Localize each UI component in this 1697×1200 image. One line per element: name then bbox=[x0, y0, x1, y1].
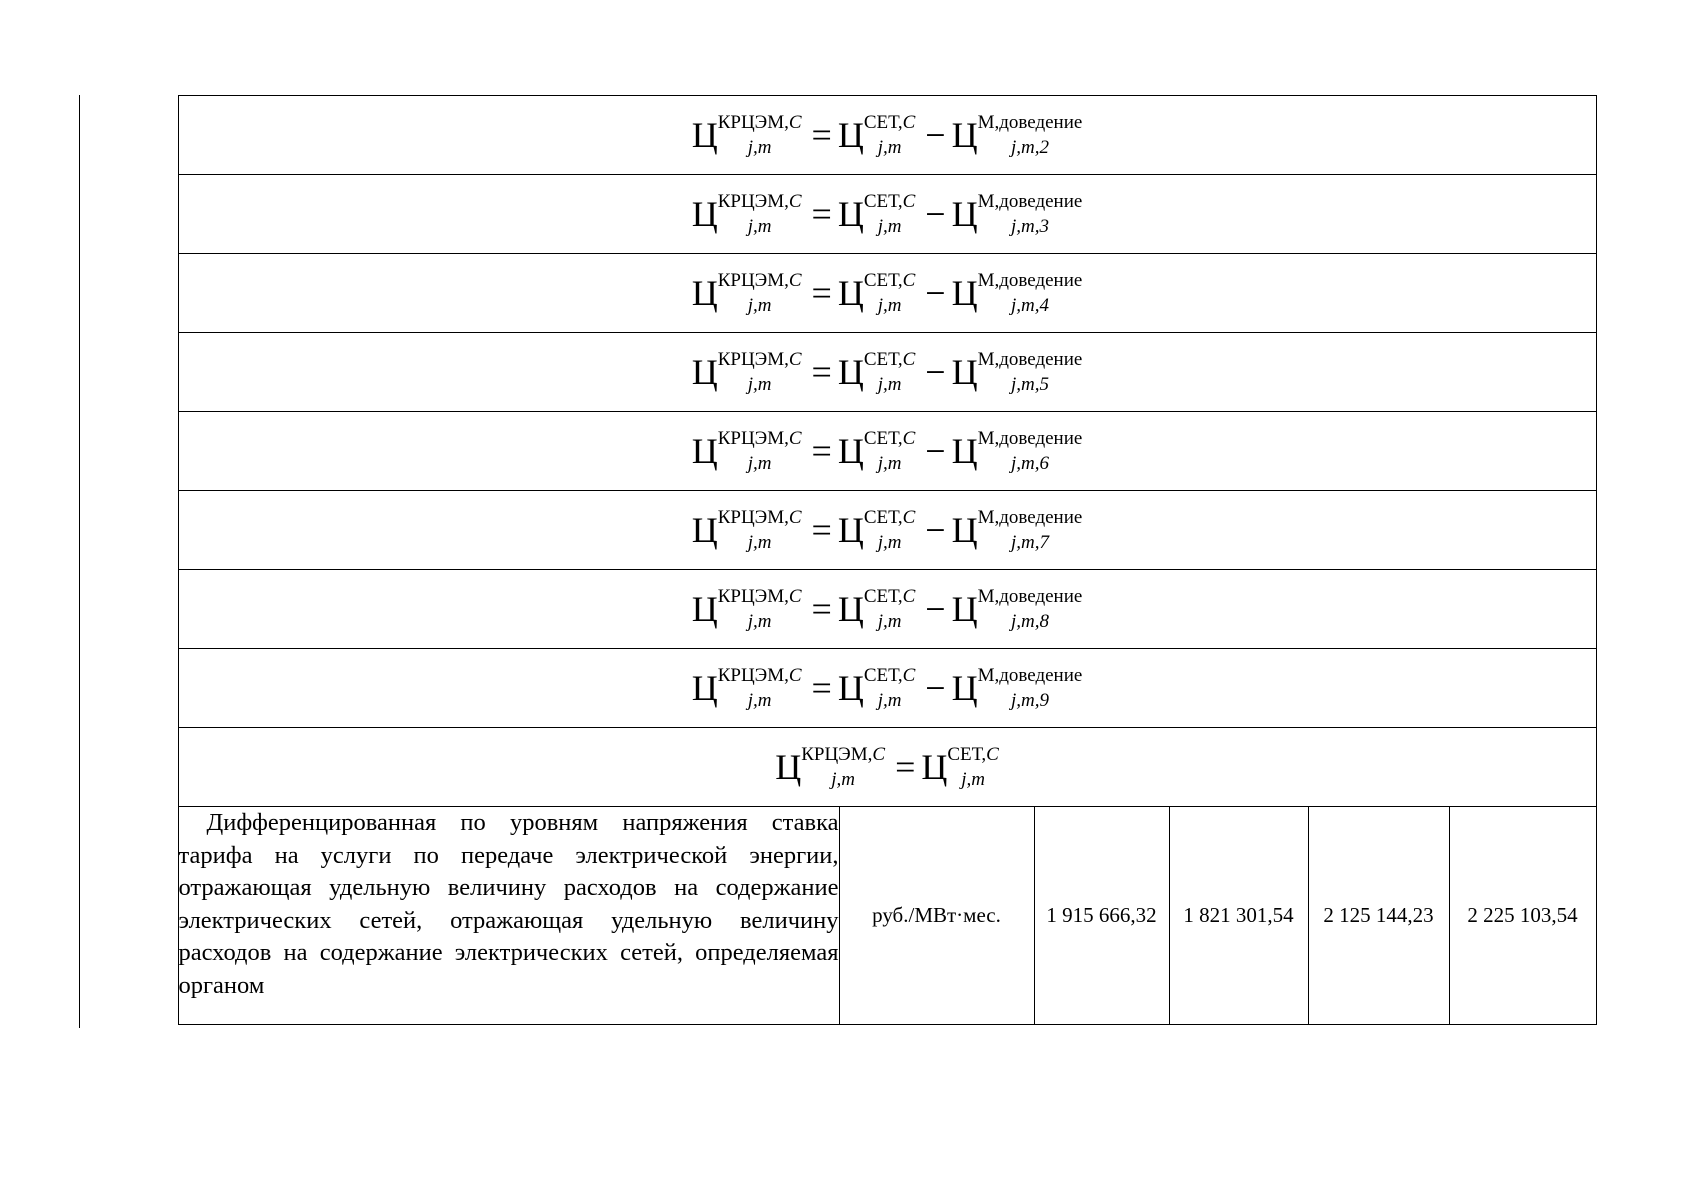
price-symbol: Ц bbox=[691, 510, 718, 550]
price-symbol: Ц bbox=[775, 747, 802, 787]
price-symbol: Ц bbox=[951, 273, 978, 313]
minus-sign: − bbox=[925, 115, 946, 155]
final-formula bbox=[775, 745, 999, 789]
equals-sign: = bbox=[895, 747, 916, 787]
price-symbol: Ц bbox=[951, 589, 978, 629]
price-symbol: Ц bbox=[691, 668, 718, 708]
equals-sign: = bbox=[811, 115, 832, 155]
price-symbol: Ц bbox=[837, 589, 864, 629]
price-formula bbox=[692, 271, 1083, 315]
formula-row-8 bbox=[79, 570, 1596, 649]
formula-cell bbox=[178, 175, 1596, 254]
formula-cell bbox=[178, 491, 1596, 570]
price-formula bbox=[692, 429, 1083, 473]
formula-row-7 bbox=[79, 491, 1596, 570]
lhs-indices: КРЦЭМ,C j,m bbox=[717, 586, 802, 632]
lhs-indices: КРЦЭМ,C j,m bbox=[717, 428, 802, 474]
price-symbol: Ц bbox=[837, 115, 864, 155]
lhs-indices: КРЦЭМ,C j,m bbox=[717, 507, 802, 553]
tariff-table bbox=[79, 95, 1597, 1025]
rhs1-indices: СЕТ,C j,m bbox=[863, 428, 916, 474]
price-symbol: Ц bbox=[951, 668, 978, 708]
minus-sign: − bbox=[925, 273, 946, 313]
formula-cell bbox=[178, 570, 1596, 649]
description-text: Дифференцированная по уровням напряжения ставка тарифа на услуги по передаче электрической энергии, отражающая удельную величину расходов на содержание электрических сетей, отражающая удельную величину расходов на содержание электрических сетей, определяемая органом bbox=[178, 809, 839, 999]
formula-cell bbox=[178, 412, 1596, 491]
value-cell-4: 2 225 103,54 bbox=[1449, 807, 1596, 1025]
price-symbol: Ц bbox=[691, 273, 718, 313]
price-formula bbox=[692, 508, 1083, 552]
equals-sign: = bbox=[811, 194, 832, 234]
rhs2-indices: М,доведение j,m,2 bbox=[977, 112, 1083, 158]
price-symbol: Ц bbox=[837, 194, 864, 234]
left-spacer-cell bbox=[79, 491, 178, 570]
price-formula bbox=[692, 666, 1083, 710]
left-spacer-cell bbox=[79, 254, 178, 333]
formula-cell bbox=[178, 649, 1596, 728]
rhs2-indices: М,доведение j,m,5 bbox=[977, 349, 1083, 395]
rhs2-indices: М,доведение j,m,8 bbox=[977, 586, 1083, 632]
formula-row-4 bbox=[79, 254, 1596, 333]
equals-sign: = bbox=[811, 431, 832, 471]
rhs1-indices: СЕТ,C j,m bbox=[863, 191, 916, 237]
rhs2-indices: М,доведение j,m,7 bbox=[977, 507, 1083, 553]
price-symbol: Ц bbox=[691, 115, 718, 155]
formula-cell bbox=[178, 96, 1596, 175]
equals-sign: = bbox=[811, 352, 832, 392]
rhs2-indices: М,доведение j,m,3 bbox=[977, 191, 1083, 237]
rhs2-indices: М,доведение j,m,9 bbox=[977, 665, 1083, 711]
left-spacer-cell bbox=[79, 412, 178, 491]
left-spacer-cell bbox=[79, 333, 178, 412]
price-symbol: Ц bbox=[837, 273, 864, 313]
rhs2-indices: М,доведение j,m,6 bbox=[977, 428, 1083, 474]
price-symbol: Ц bbox=[951, 115, 978, 155]
price-symbol: Ц bbox=[691, 589, 718, 629]
left-spacer-cell bbox=[79, 570, 178, 649]
price-symbol: Ц bbox=[951, 510, 978, 550]
minus-sign: − bbox=[925, 589, 946, 629]
rhs1-indices: СЕТ,C j,m bbox=[863, 586, 916, 632]
left-spacer-cell bbox=[79, 649, 178, 728]
equals-sign: = bbox=[811, 510, 832, 550]
price-symbol: Ц bbox=[837, 668, 864, 708]
minus-sign: − bbox=[925, 668, 946, 708]
value-cell-2: 1 821 301,54 bbox=[1169, 807, 1308, 1025]
formula-row-2 bbox=[79, 96, 1596, 175]
value-cell-1: 1 915 666,32 bbox=[1034, 807, 1169, 1025]
rhs1-indices: СЕТ,C j,m bbox=[863, 112, 916, 158]
price-formula bbox=[692, 587, 1083, 631]
price-symbol: Ц bbox=[951, 194, 978, 234]
minus-sign: − bbox=[925, 194, 946, 234]
price-symbol: Ц bbox=[837, 352, 864, 392]
formula-row-9 bbox=[79, 649, 1596, 728]
lhs-indices: КРЦЭМ,C j,m bbox=[717, 191, 802, 237]
unit-cell: руб./МВт·мес. bbox=[839, 807, 1034, 1025]
price-symbol: Ц bbox=[691, 431, 718, 471]
rhs1-indices: СЕТ,C j,m bbox=[863, 507, 916, 553]
minus-sign: − bbox=[925, 352, 946, 392]
left-spacer-cell bbox=[79, 96, 178, 175]
price-symbol: Ц bbox=[691, 194, 718, 234]
price-formula bbox=[692, 192, 1083, 236]
equals-sign: = bbox=[811, 668, 832, 708]
equals-sign: = bbox=[811, 589, 832, 629]
minus-sign: − bbox=[925, 510, 946, 550]
rhs-indices: СЕТ,C j,m bbox=[947, 744, 999, 790]
lhs-indices: КРЦЭМ,C j,m bbox=[717, 349, 802, 395]
lhs-indices: КРЦЭМ,C j,m bbox=[801, 744, 886, 790]
price-symbol: Ц bbox=[837, 510, 864, 550]
left-spacer-cell bbox=[79, 175, 178, 254]
formula-cell bbox=[178, 333, 1596, 412]
price-symbol: Ц bbox=[837, 431, 864, 471]
left-spacer-cell bbox=[79, 728, 178, 807]
price-formula bbox=[692, 113, 1083, 157]
description-cell bbox=[178, 807, 839, 1025]
formula-row-3 bbox=[79, 175, 1596, 254]
price-symbol: Ц bbox=[951, 431, 978, 471]
value-cell-3: 2 125 144,23 bbox=[1308, 807, 1449, 1025]
price-formula bbox=[692, 350, 1083, 394]
rhs1-indices: СЕТ,C j,m bbox=[863, 665, 916, 711]
formula-cell bbox=[178, 254, 1596, 333]
rhs1-indices: СЕТ,C j,m bbox=[863, 270, 916, 316]
price-symbol: Ц bbox=[691, 352, 718, 392]
price-symbol: Ц bbox=[921, 747, 948, 787]
lhs-indices: КРЦЭМ,C j,m bbox=[717, 270, 802, 316]
formula-cell bbox=[178, 728, 1596, 807]
price-symbol: Ц bbox=[951, 352, 978, 392]
rhs2-indices: М,доведение j,m,4 bbox=[977, 270, 1083, 316]
formula-row-5 bbox=[79, 333, 1596, 412]
minus-sign: − bbox=[925, 431, 946, 471]
lhs-indices: КРЦЭМ,C j,m bbox=[717, 112, 802, 158]
formula-row-6 bbox=[79, 412, 1596, 491]
data-row bbox=[79, 807, 1596, 1025]
equals-sign: = bbox=[811, 273, 832, 313]
lhs-indices: КРЦЭМ,C j,m bbox=[717, 665, 802, 711]
left-spacer-cell bbox=[79, 807, 178, 1025]
formula-row-final bbox=[79, 728, 1596, 807]
rhs1-indices: СЕТ,C j,m bbox=[863, 349, 916, 395]
